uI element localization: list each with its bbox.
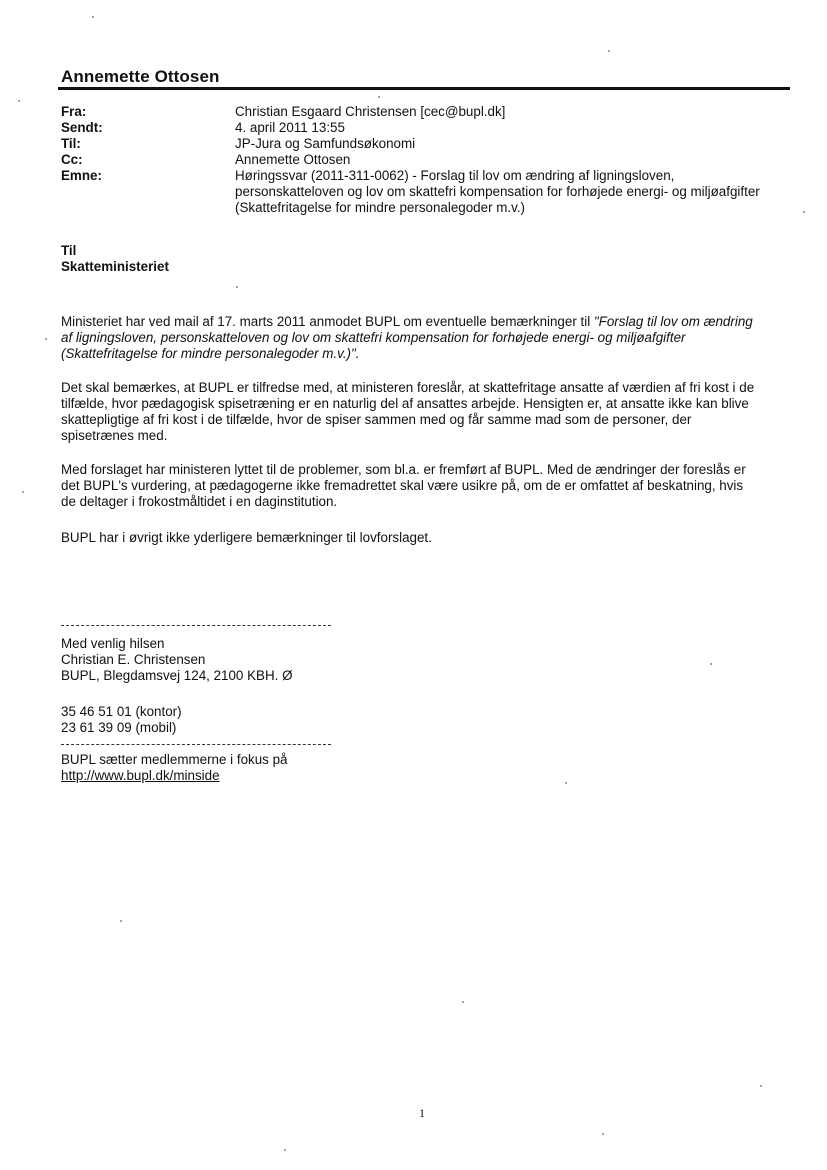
paragraph-text: Ministeriet har ved mail af 17. marts 2011 anmodet BUPL om eventuelle bemærkninger til xyxy=(61,314,594,329)
header-value-from: Christian Esgaard Christensen [cec@bupl.dk] xyxy=(235,104,506,119)
quoted-title: "Forslag til lov om ændring xyxy=(593,314,753,329)
signature-tagline: BUPL sætter medlemmerne i fokus på xyxy=(61,752,288,767)
signature-phone-mobile: 23 61 39 09 (mobil) xyxy=(61,720,177,735)
paragraph-request xyxy=(61,314,791,362)
signature-phone-office: 35 46 51 01 (kontor) xyxy=(61,704,182,719)
paragraph-line: Det skal bemærkes, at BUPL er tilfredse med, at ministeren foreslår, at skattefritage ansatte af værdien af fri kost i de xyxy=(61,380,755,395)
paragraph-line: det BUPL's vurdering, at pædagogerne ikke fremadrettet skal være usikre på, om de er omfattet af beskatning, hvis xyxy=(61,478,744,493)
signature-tagline-block xyxy=(61,752,288,784)
paragraph-line xyxy=(61,314,791,330)
signature-greeting: Med venlig hilsen xyxy=(61,636,165,651)
subject-line: personskatteloven og lov om skattefri kompensation for forhøjede energi- og miljøafgifter xyxy=(235,184,760,199)
quoted-title: af ligningsloven, personskatteloven og lov om skattefri kompensation for forhøjede energi- og miljøafgifter xyxy=(61,330,686,345)
minside-link[interactable]: http://www.bupl.dk/minside xyxy=(61,768,220,783)
paragraph-closing: BUPL har i øvrigt ikke yderligere bemærkninger til lovforslaget. xyxy=(61,530,432,545)
header-value-subject xyxy=(235,168,795,216)
paragraph-line: tilfælde, hvor pædagogisk spisetræning er en naturlig del af ansattes arbejde. Hensigten er, at ansatte ikke kan blive xyxy=(61,396,749,411)
paragraph-line: spisetrænes med. xyxy=(61,428,168,443)
scan-speck xyxy=(565,782,567,784)
scan-speck xyxy=(18,100,20,102)
header-value-to: JP-Jura og Samfundsøkonomi xyxy=(235,136,416,151)
subject-line: (Skattefritagelse for mindre personalegoder m.v.) xyxy=(235,200,526,215)
signature-address: BUPL, Blegdamsvej 124, 2100 KBH. Ø xyxy=(61,668,293,683)
scan-speck xyxy=(710,663,712,665)
signature-phones xyxy=(61,704,182,736)
paragraph-assessment xyxy=(61,462,791,510)
signature-divider xyxy=(61,744,331,745)
paragraph-line: skattepligtige af fri kost i de tilfælde, hvor de spiser sammen med og får samme mad som de personer, der xyxy=(61,412,692,427)
recipient-line: Til xyxy=(61,243,77,258)
header-row-sent xyxy=(61,120,801,136)
paragraph-remarks xyxy=(61,380,791,444)
scan-speck xyxy=(92,16,94,18)
header-row-subject xyxy=(61,168,801,216)
email-header xyxy=(61,104,801,216)
header-row-from xyxy=(61,104,801,120)
header-value-sent: 4. april 2011 13:55 xyxy=(235,120,345,135)
header-label: Til: xyxy=(61,136,81,151)
title-rule xyxy=(58,87,790,90)
author-title: Annemette Ottosen xyxy=(61,67,220,86)
scan-speck xyxy=(462,1001,464,1003)
header-label: Emne: xyxy=(61,168,102,183)
header-value-cc: Annemette Ottosen xyxy=(235,152,351,167)
quoted-title: (Skattefritagelse for mindre personalegoder m.v.)". xyxy=(61,346,360,361)
signature-divider xyxy=(61,625,331,626)
scan-speck xyxy=(760,1085,762,1087)
scan-speck xyxy=(803,211,805,213)
paragraph-line: Med forslaget har ministeren lyttet til de problemer, som bl.a. er fremført af BUPL. Med de ændringer der foreslås er xyxy=(61,462,746,477)
scan-speck xyxy=(608,50,610,52)
signature-name: Christian E. Christensen xyxy=(61,652,206,667)
header-row-cc xyxy=(61,152,801,168)
header-label: Sendt: xyxy=(61,120,103,135)
scan-speck xyxy=(378,96,380,98)
header-label: Cc: xyxy=(61,152,83,167)
scan-speck xyxy=(120,920,122,922)
scan-speck xyxy=(45,338,47,340)
scan-speck xyxy=(602,1133,604,1135)
subject-line: Høringssvar (2011-311-0062) - Forslag til lov om ændring af ligningsloven, xyxy=(235,168,675,183)
recipient-line: Skatteministeriet xyxy=(61,259,169,274)
header-label: Fra: xyxy=(61,104,87,119)
paragraph-line: de deltager i frokostmåltidet i en daginstitution. xyxy=(61,494,338,509)
header-row-to xyxy=(61,136,801,152)
signature-block xyxy=(61,636,293,684)
scan-speck xyxy=(22,491,24,493)
scan-speck xyxy=(284,1149,286,1151)
scan-speck xyxy=(236,286,238,288)
recipient-block xyxy=(61,243,169,275)
page-number: 1 xyxy=(419,1106,425,1120)
